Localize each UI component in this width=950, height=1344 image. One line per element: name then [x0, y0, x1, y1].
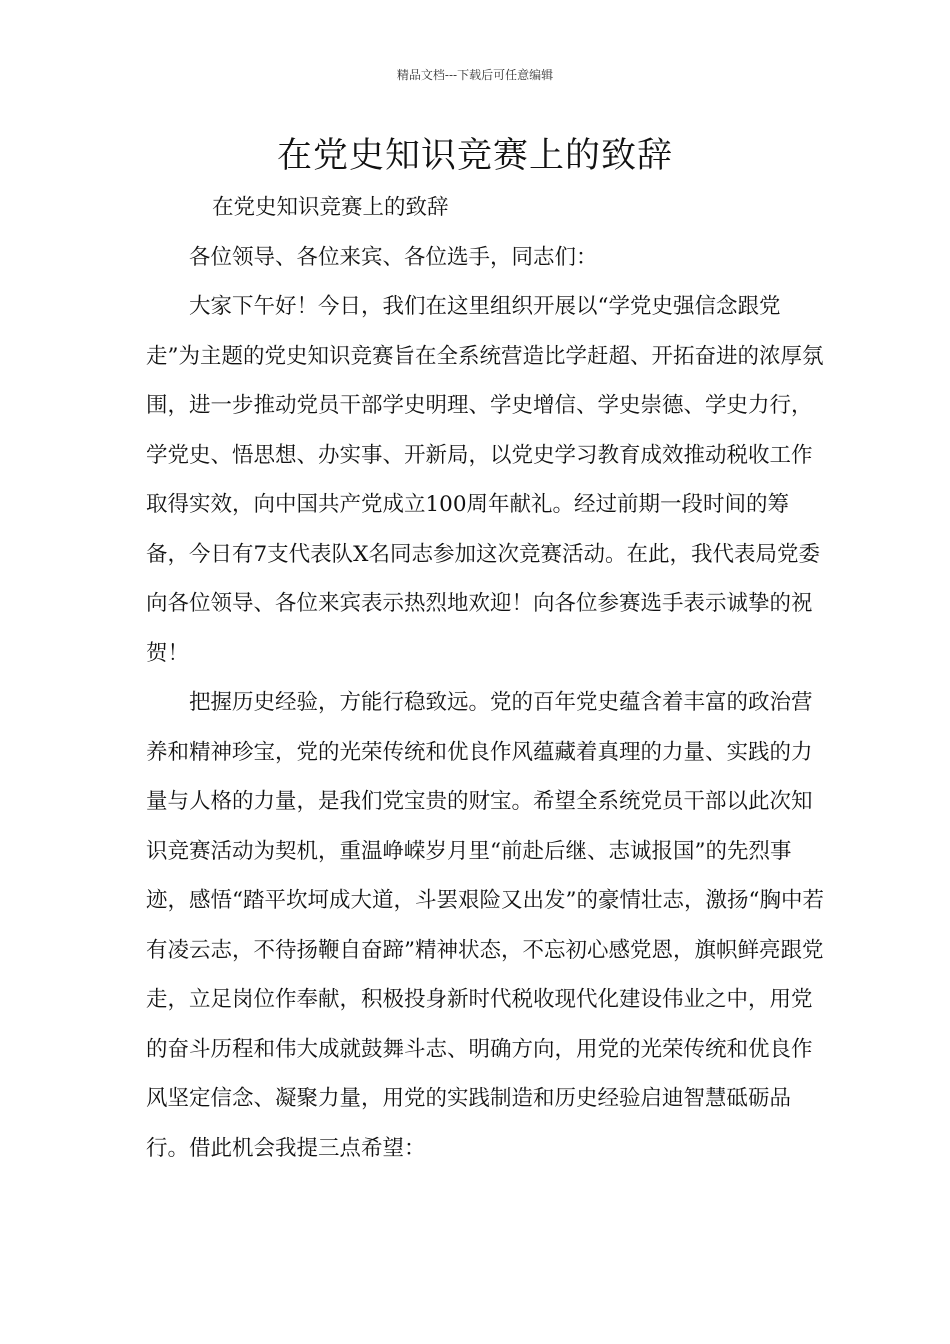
header-note: 精品文档---下载后可任意编辑 — [396, 68, 554, 82]
paragraph-1: 大家下午好！今日，我们在这里组织开展以“学党史强信念跟党走”为主题的党史知识竞赛旨在全系统营造比学赶超、开拓奋进的浓厚氛围，进一步推动党员干部学史明理、学史增信、学史崇德、学史力行，学党史、悟思想、办实事、开新局，以党史学习教育成效推动税收工作取得实效，向中国共产党成立100周年献礼。经过前期一段时间的筹备，今日有7支代表队X名同志参加这次竞赛活动。在此，我代表局党委向各位领导、各位来宾表示热烈地欢迎！向各位参赛选手表示诚挚的祝贺！ — [146, 294, 824, 666]
document-title: 在党史知识竞赛上的致辞 — [276, 136, 673, 176]
document-body — [146, 183, 826, 1173]
document-subtitle: 在党史知识竞赛上的致辞 — [212, 195, 449, 220]
paragraph-2: 把握历史经验，方能行稳致远。党的百年党史蕴含着丰富的政治营养和精神珍宝，党的光荣传统和优良作风蕴藏着真理的力量、实践的力量与人格的力量，是我们党宝贵的财宝。希望全系统党员干部以此次知识竞赛活动为契机，重温峥嵘岁月里“前赴后继、志诚报国”的先烈事迹，感悟“踏平坎坷成大道，斗罢艰险又出发”的豪情壮志，激扬“胸中若有凌云志，不待扬鞭自奋蹄”精神状态，不忘初心感党恩，旗帜鲜亮跟党走，立足岗位作奉献，积极投身新时代税收现代化建设伟业之中，用党的奋斗历程和伟大成就鼓舞斗志、明确方向，用党的光荣传统和优良作风坚定信念、凝聚力量，用党的实践制造和历史经验启迪智慧砥砺品行。借此机会我提三点希望： — [146, 690, 824, 1161]
salutation: 各位领导、各位来宾、各位选手，同志们： — [189, 244, 598, 270]
